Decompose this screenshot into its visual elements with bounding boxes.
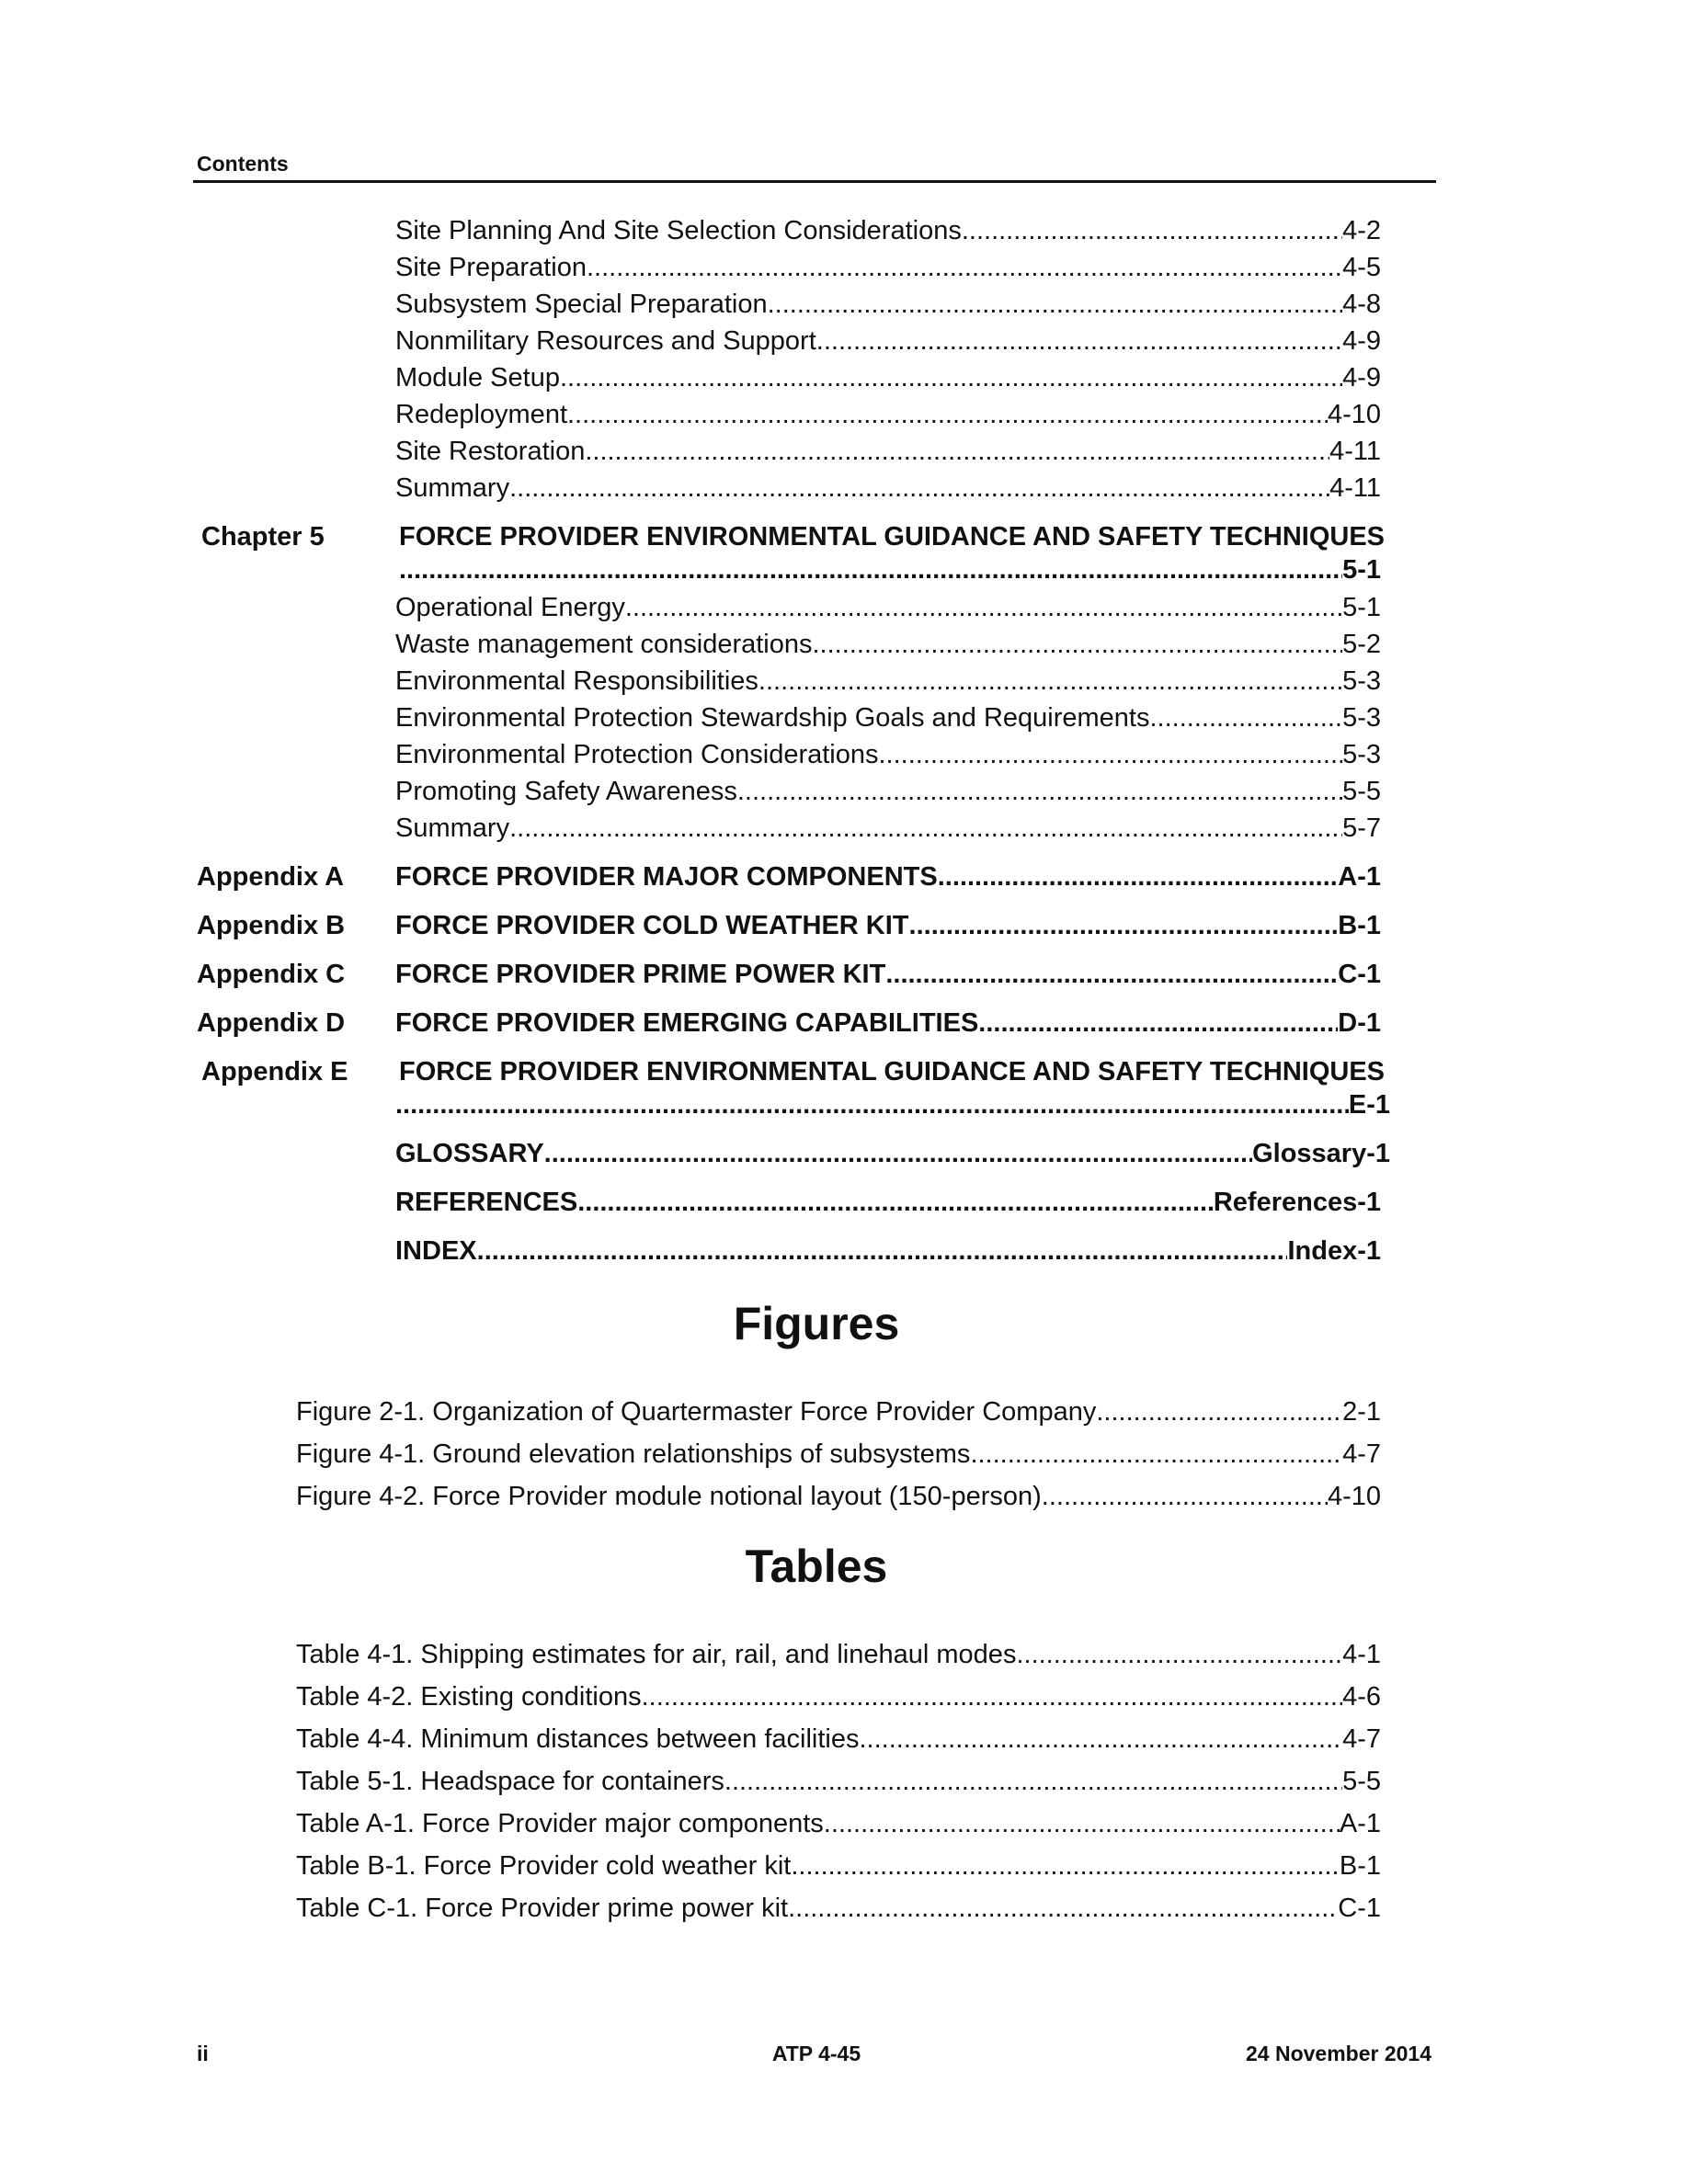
entry-title: Environmental Protection Considerations	[395, 740, 879, 769]
table-entry[interactable]	[0, 1848, 1688, 1884]
entry-title: INDEX	[395, 1236, 477, 1266]
dot-leader	[509, 470, 1329, 506]
entry-page: 4-10	[1327, 1482, 1381, 1511]
entry-title: Figure 2-1. Organization of Quartermaster Force Provider Company	[296, 1397, 1097, 1427]
table-entry[interactable]	[0, 1721, 1688, 1757]
entry-title: Table C-1. Force Provider prime power kit.	[296, 1894, 796, 1923]
chapter-title[interactable]: FORCE PROVIDER ENVIRONMENTAL GUIDANCE AND SAFETY TECHNIQUES	[399, 522, 1386, 552]
dot-leader	[625, 589, 1342, 626]
entry-title: Waste management considerations	[395, 630, 813, 659]
appendix-label: Appendix E	[201, 1057, 348, 1086]
entry-page: 5-5	[1342, 1767, 1381, 1796]
dot-leader	[477, 1233, 1288, 1269]
entry-title: Figure 4-1. Ground elevation relationships of subsystems	[296, 1439, 971, 1469]
dot-leader	[1096, 1393, 1342, 1430]
appendix-entry[interactable]	[0, 1005, 1688, 1041]
back-matter-entry[interactable]	[0, 1135, 1688, 1172]
entry-title: Figure 4-2. Force Provider module notional layout (150-person)	[296, 1482, 1042, 1511]
dot-leader	[860, 1721, 1343, 1757]
entry-page: 5-2	[1342, 630, 1381, 659]
entry-page: 5-3	[1342, 666, 1381, 696]
entry-page: 4-5	[1342, 253, 1381, 282]
dot-leader	[642, 1678, 1342, 1715]
entry-title: GLOSSARY	[395, 1139, 544, 1168]
appendix-label: Appendix B	[197, 911, 346, 940]
appendix-label: Appendix A	[197, 862, 345, 892]
dot-leader	[1149, 700, 1342, 736]
dot-leader	[577, 1184, 1214, 1221]
entry-page: 4-6	[1342, 1682, 1381, 1712]
entry-title: Site Preparation	[395, 253, 587, 282]
entry-page: A-1	[1339, 1809, 1381, 1838]
dot-leader	[544, 1135, 1252, 1172]
running-header: Contents	[197, 152, 289, 176]
appendix-label: Appendix C	[197, 960, 346, 989]
entry-page: 4-7	[1342, 1724, 1381, 1754]
entry-title: FORCE PROVIDER MAJOR COMPONENTS	[395, 862, 938, 892]
entry-page: 5-1	[1342, 555, 1381, 585]
entry-title: Environmental Responsibilities	[395, 666, 758, 696]
entry-page: D-1	[1338, 1008, 1381, 1038]
dot-leader	[737, 773, 1342, 810]
table-entry[interactable]	[0, 1805, 1688, 1842]
entry-page: Index-1	[1287, 1236, 1381, 1266]
figures-heading: Figures	[733, 1298, 900, 1349]
dot-leader	[395, 1086, 1349, 1123]
toc-entry[interactable]	[0, 396, 1688, 433]
dot-leader	[885, 956, 1338, 993]
dot-leader	[724, 1763, 1342, 1800]
entry-title: Table 4-2. Existing conditions	[296, 1682, 642, 1712]
table-entry[interactable]	[0, 1636, 1688, 1673]
dot-leader	[1016, 1636, 1342, 1673]
entry-title: Table 4-1. Shipping estimates for air, rail, and linehaul modes	[296, 1640, 1017, 1669]
tables-heading: Tables	[745, 1541, 888, 1592]
dot-leader	[962, 212, 1342, 249]
entry-page: 5-3	[1342, 740, 1381, 769]
appendix-title-leader	[395, 1086, 1390, 1123]
dot-leader	[587, 249, 1342, 286]
entry-title: FORCE PROVIDER COLD WEATHER KIT	[395, 911, 909, 940]
entry-page: A-1	[1338, 862, 1381, 892]
entry-title: Redeployment	[395, 400, 567, 429]
entry-page: 4-11	[1329, 473, 1381, 503]
entry-title: FORCE PROVIDER PRIME POWER KIT	[395, 960, 886, 989]
entry-title: Environmental Protection Stewardship Goals and Requirements	[395, 703, 1150, 733]
dot-leader	[798, 1848, 1339, 1884]
entry-page: Glossary-1	[1252, 1139, 1390, 1168]
dot-leader	[879, 736, 1343, 773]
figure-entry[interactable]	[0, 1393, 1688, 1430]
entry-page: 4-8	[1342, 290, 1381, 319]
dot-leader	[758, 663, 1342, 700]
appendix-title[interactable]: FORCE PROVIDER ENVIRONMENTAL GUIDANCE AND SAFETY TECHNIQUES	[399, 1057, 1386, 1086]
dot-leader	[978, 1005, 1338, 1041]
dot-leader	[909, 907, 1339, 944]
dot-leader	[970, 1436, 1342, 1473]
figure-entry[interactable]	[0, 1478, 1688, 1515]
dot-leader	[567, 396, 1328, 433]
dot-leader	[795, 1890, 1338, 1927]
entry-page: 4-11	[1329, 437, 1381, 466]
back-matter-entry[interactable]	[0, 1233, 1688, 1269]
figure-entry[interactable]	[0, 1436, 1688, 1473]
entry-page: 4-10	[1327, 400, 1381, 429]
entry-title: Site Restoration	[395, 437, 586, 466]
entry-title: Summary	[395, 473, 510, 503]
toc-entry[interactable]	[0, 212, 1688, 249]
chapter-title-leader	[399, 552, 1381, 588]
entry-title: REFERENCES	[395, 1188, 578, 1217]
entry-page: 4-2	[1342, 216, 1381, 245]
entry-page: 4-9	[1342, 363, 1381, 392]
appendix-label: Appendix D	[197, 1008, 346, 1038]
entry-page: 4-1	[1342, 1640, 1381, 1669]
entry-page: C-1	[1338, 1894, 1381, 1923]
entry-title: Promoting Safety Awareness	[395, 777, 737, 806]
toc-entry[interactable]	[0, 773, 1688, 810]
back-matter-entry[interactable]	[0, 1184, 1688, 1221]
toc-entry[interactable]	[0, 323, 1688, 359]
dot-leader	[768, 286, 1342, 323]
appendix-entry[interactable]	[0, 956, 1688, 993]
footer-doc-id: ATP 4-45	[771, 2042, 861, 2065]
toc-entry[interactable]	[0, 433, 1688, 470]
entry-title: Subsystem Special Preparation	[395, 290, 768, 319]
entry-title: Table 5-1. Headspace for containers	[296, 1767, 724, 1796]
entry-title: Table B-1. Force Provider cold weather kit.	[296, 1851, 799, 1881]
entry-page: 4-7	[1342, 1439, 1381, 1469]
entry-page: 5-1	[1342, 593, 1381, 622]
toc-entry[interactable]	[0, 589, 1688, 626]
dot-leader	[399, 552, 1342, 588]
dot-leader	[938, 859, 1339, 895]
entry-page: B-1	[1339, 1851, 1381, 1881]
entry-title: Site Planning And Site Selection Considerations	[395, 216, 962, 245]
toc-entry[interactable]	[0, 626, 1688, 663]
entry-title: Nonmilitary Resources and Support	[395, 326, 816, 356]
entry-page: 2-1	[1342, 1397, 1381, 1427]
toc-entry[interactable]	[0, 286, 1688, 323]
dot-leader	[1042, 1478, 1328, 1515]
entry-page: References-1	[1213, 1188, 1381, 1217]
header-rule	[193, 180, 1436, 183]
chapter-label: Chapter 5	[201, 522, 325, 552]
entry-title: Operational Energy	[395, 593, 625, 622]
entry-title: Table A-1. Force Provider major components.	[296, 1809, 831, 1838]
toc-entry[interactable]	[0, 663, 1688, 700]
entry-title: Summary	[395, 813, 510, 843]
appendix-entry[interactable]	[0, 859, 1688, 895]
footer-date: 24 November 2014	[1245, 2042, 1431, 2065]
entry-page: E-1	[1348, 1090, 1390, 1120]
entry-page: B-1	[1338, 911, 1381, 940]
dot-leader	[560, 359, 1342, 396]
table-entry[interactable]	[0, 1763, 1688, 1800]
appendix-entry[interactable]	[0, 907, 1688, 944]
entry-page: 4-9	[1342, 326, 1381, 356]
entry-page: 5-7	[1342, 813, 1381, 843]
dot-leader	[585, 433, 1329, 470]
footer-page-number: ii	[197, 2042, 209, 2065]
entry-page: C-1	[1338, 960, 1381, 989]
toc-entry[interactable]	[0, 249, 1688, 286]
entry-title: FORCE PROVIDER EMERGING CAPABILITIES	[395, 1008, 979, 1038]
table-entry[interactable]	[0, 1890, 1688, 1927]
entry-title: Module Setup	[395, 363, 560, 392]
toc-entry[interactable]	[0, 470, 1688, 506]
entry-title: Table 4-4. Minimum distances between facilities	[296, 1724, 860, 1754]
dot-leader	[509, 810, 1342, 847]
dot-leader	[816, 323, 1342, 359]
entry-page: 5-5	[1342, 777, 1381, 806]
toc-entry[interactable]	[0, 700, 1688, 736]
dot-leader	[831, 1805, 1340, 1842]
toc-entry[interactable]	[0, 359, 1688, 396]
toc-entry[interactable]	[0, 736, 1688, 773]
table-entry[interactable]	[0, 1678, 1688, 1715]
toc-entry[interactable]	[0, 810, 1688, 847]
entry-page: 5-3	[1342, 703, 1381, 733]
dot-leader	[813, 626, 1343, 663]
